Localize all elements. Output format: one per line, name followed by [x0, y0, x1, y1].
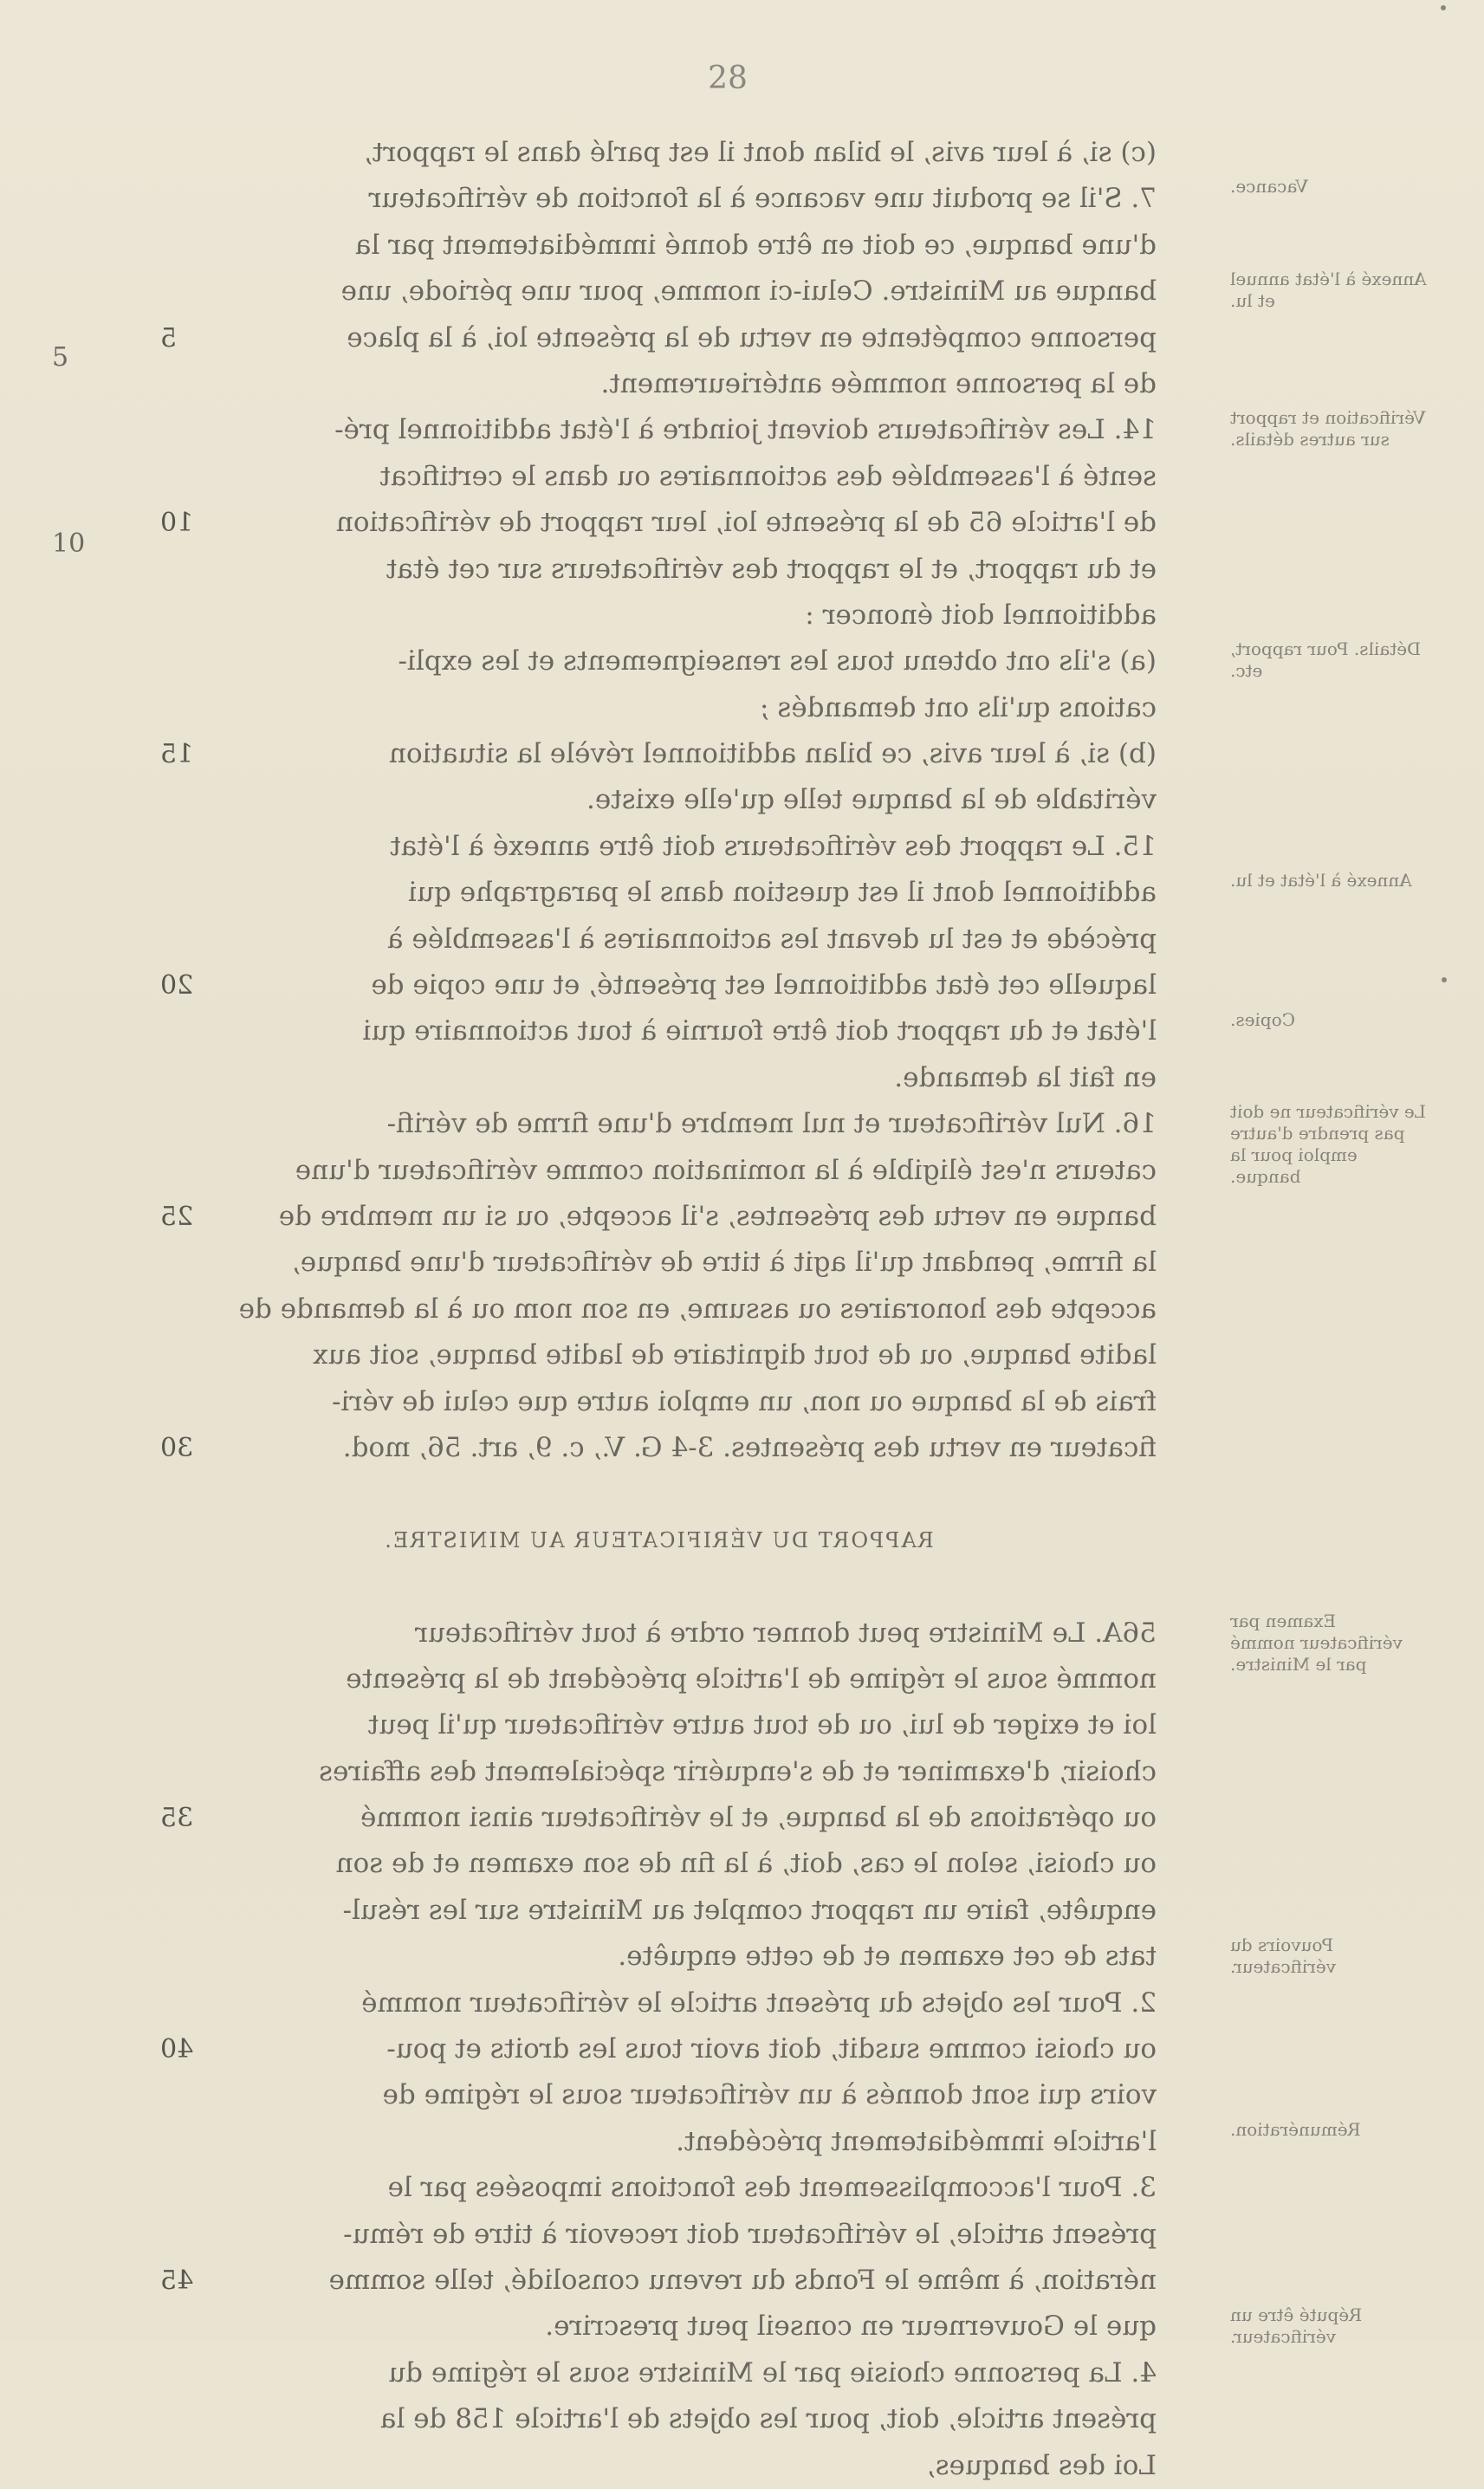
text-line [160, 870, 1157, 916]
text-line [160, 1101, 1157, 1147]
line-text: présent article, le vérificateur doit recevoir à titre de rému- [343, 2218, 1157, 2250]
margin-note: Copies. [1230, 1008, 1295, 1030]
text-line [160, 2350, 1157, 2396]
line-text: ficateur en vertu des présentes. 3-4 G. V., c. 9, art. 56, mod. [342, 1431, 1157, 1463]
line-text: choisir, d'examiner et de s'enquérir spécialement des affaires [319, 1755, 1157, 1787]
line-text: RAPPORT DU VÉRIFICATEUR AU MINISTRE. [383, 1527, 934, 1552]
text-line [160, 1656, 1157, 1702]
line-text: précède et est lu devant les actionnaires à l'assemblée à [387, 923, 1157, 955]
ink-speck [1441, 5, 1446, 10]
line-text: cateurs n'est éligible à la nomination comme vérificateur d'une [295, 1154, 1157, 1186]
line-number: 40 [160, 2034, 194, 2065]
text-line [160, 1287, 1157, 1332]
text-line [160, 1055, 1157, 1101]
text-line [160, 1379, 1157, 1425]
bleed-line-number: 5 [52, 342, 69, 373]
margin-note: Détails. Pour rapport, etc. [1230, 638, 1422, 682]
text-line [160, 2165, 1157, 2211]
text-line [160, 685, 1157, 731]
margin-note: Pouvoirs du vérificateur. [1230, 1934, 1337, 1977]
text-line [160, 1702, 1157, 1748]
text-line [160, 1194, 1157, 1240]
line-number: 5 [160, 322, 178, 353]
line-text: nommé sous le régime de l'article précédent de la présente [346, 1663, 1157, 1695]
body-text [160, 130, 1157, 2489]
line-text: cations qu'ils ont demandés ; [760, 691, 1157, 723]
line-text: en fait la demande. [894, 1061, 1157, 1093]
line-text: accepte des honoraires ou assume, en son nom ou à la demande de [238, 1293, 1157, 1325]
line-text: véritable de la banque telle qu'elle existe. [586, 784, 1157, 816]
line-text: 15. Le rapport des vérificateurs doit être annexé à l'état [390, 830, 1157, 862]
line-text: nération, à même le Fonds du revenu consolidé, telle somme [328, 2264, 1157, 2296]
text-line [160, 1425, 1157, 1471]
line-text: enquête, faire un rapport complet au Ministre sur les résul- [342, 1894, 1157, 1926]
text-line [160, 1611, 1157, 1656]
line-text: (a) s'ils ont obtenu tous les renseignements et les expli- [398, 645, 1157, 677]
text-line [160, 315, 1157, 361]
margin-note: Le vérificateur ne doit pas prendre d'autre emploi pour la banque. [1230, 1101, 1427, 1188]
text-line [160, 1240, 1157, 1286]
text-line [160, 361, 1157, 407]
text-line [160, 593, 1157, 638]
line-text: loi et exiger de lui, ou de tout autre vérificateur qu'il peut [367, 1709, 1157, 1741]
line-text: additionnel dont il est question dans le paragraphe qui [408, 877, 1157, 909]
text-line [160, 731, 1157, 777]
text-line [160, 1148, 1157, 1194]
line-text: 7. S'il se produit une vacance à la fonction de vérificateur [368, 183, 1157, 215]
text-line [160, 2119, 1157, 2165]
section-heading [160, 1518, 1157, 1564]
line-text: 2. Pour les objets du présent article le vérificateur nommé [361, 1987, 1157, 2019]
line-number: 35 [160, 1803, 194, 1834]
line-text: voirs qui sont donnés à un vérificateur sous le régime de [382, 2079, 1157, 2111]
text-line [160, 130, 1157, 176]
margin-note: Rémunération. [1230, 2119, 1361, 2141]
line-text: Loi des banques, [926, 2449, 1157, 2481]
line-text: ou opérations de la banque, et le vérificateur ainsi nommé [360, 1802, 1157, 1834]
text-line [160, 1332, 1157, 1378]
text-line [160, 2396, 1157, 2442]
page-number: 28 [708, 61, 748, 96]
line-text: laquelle cet état additionnel est présenté, et une copie de [371, 969, 1157, 1001]
line-text: de l'article 65 de la présente loi, leur rapport de vérification [335, 507, 1157, 539]
line-text: banque au Ministre. Celui-ci nomme, pour une période, une [340, 275, 1157, 308]
line-text: 4. La personne choisie par le Ministre sous le régime du [388, 2356, 1157, 2389]
line-text: 3. Pour l'accomplissement des fonctions imposées par le [387, 2172, 1157, 2204]
line-number: 30 [160, 1432, 194, 1463]
text-line [160, 1841, 1157, 1887]
text-line [160, 1471, 1157, 1517]
text-line [160, 176, 1157, 222]
line-text: frais de la banque ou non, un emploi autre que celui de véri- [332, 1385, 1157, 1417]
line-text: senté à l'assemblée des actionnaires ou dans le certificat [379, 460, 1157, 492]
text-line [160, 1888, 1157, 1934]
text-line [160, 2072, 1157, 2118]
margin-note: Vérification et rapport sur autres détails. [1230, 407, 1426, 450]
line-number: 25 [160, 1201, 194, 1232]
text-line [160, 824, 1157, 870]
text-line [160, 2304, 1157, 2350]
text-line [160, 500, 1157, 546]
line-text: ou choisi comme susdit, doit avoir tous les droits et pou- [386, 2033, 1157, 2065]
line-text: ladite banque, ou de tout dignitaire de ladite banque, soit aux [313, 1339, 1157, 1371]
text-line [160, 2212, 1157, 2258]
line-number: 10 [160, 508, 194, 539]
margin-note: Vacance. [1230, 176, 1308, 198]
line-text: (b) si, à leur avis, ce bilan additionnel révèle la situation [389, 738, 1157, 770]
line-text: de la personne nommée antérieurement. [600, 367, 1157, 399]
line-text: 16. Nul vérificateur et nul membre d'une firme de vérifi- [386, 1108, 1157, 1140]
text-line [160, 547, 1157, 593]
text-line [160, 454, 1157, 500]
text-line [160, 1980, 1157, 2026]
line-number: 20 [160, 970, 194, 1001]
text-line [160, 2026, 1157, 2072]
line-text: tats de cet examen et de cette enquête. [618, 1941, 1157, 1973]
line-number: 45 [160, 2265, 194, 2296]
bleed-line-number: 10 [52, 528, 86, 559]
line-number: 15 [160, 739, 194, 770]
text-line [160, 777, 1157, 823]
line-text: 56A. Le Ministre peut donner ordre à tout vérificateur [415, 1617, 1157, 1649]
line-text: que le Gouverneur en conseil peut prescrire. [545, 2311, 1157, 2343]
text-line [160, 2443, 1157, 2489]
text-line [160, 407, 1157, 453]
line-text: (c) si, à leur avis, le bilan dont il est parlé dans le rapport, [363, 137, 1157, 168]
line-text: banque en vertu des présentes, s'il accepte, ou si un membre de [278, 1200, 1157, 1232]
text-line [160, 917, 1157, 963]
ink-speck [1442, 977, 1447, 982]
text-line [160, 2258, 1157, 2304]
line-text: l'état et du rapport doit être fournie à tout actionnaire qui [362, 1015, 1157, 1047]
text-line [160, 269, 1157, 314]
text-line [160, 963, 1157, 1008]
text-line [160, 1795, 1157, 1841]
line-text: additionnel doit énoncer : [805, 599, 1157, 631]
text-line [160, 223, 1157, 269]
line-text: 14. Les vérificateurs doivent joindre à l'état additionnel pré- [334, 414, 1157, 446]
text-line [160, 1564, 1157, 1610]
margin-note: Annexé à l'état annuel et lu. [1230, 269, 1427, 312]
line-text: personne compétente en vertu de la présente loi, à la place [347, 321, 1157, 353]
margin-note: Examen par vérificateur nommé par le Ministre. [1230, 1610, 1403, 1675]
margin-note: Réputé être un vérificateur. [1230, 2304, 1363, 2347]
text-line [160, 638, 1157, 684]
text-line [160, 1934, 1157, 1980]
line-text: présent article, doit, pour les objets de l'article 158 de la [379, 2403, 1157, 2435]
line-text: d'une banque, ce doit en être donné immédiatement par la [354, 229, 1157, 261]
line-text: ou choisi, selon le cas, doit, à la fin de son examen et de son [335, 1848, 1157, 1880]
text-line [160, 1749, 1157, 1795]
margin-note: Annexé à l'état et lu. [1230, 870, 1412, 891]
line-text: et du rapport, et le rapport des vérificateurs sur cet état [386, 553, 1157, 585]
line-text: la firme, pendant qu'il agit à titre de vérificateur d'une banque, [291, 1247, 1157, 1279]
text-line [160, 1008, 1157, 1054]
line-text: l'article immédiatement précédent. [676, 2125, 1157, 2157]
